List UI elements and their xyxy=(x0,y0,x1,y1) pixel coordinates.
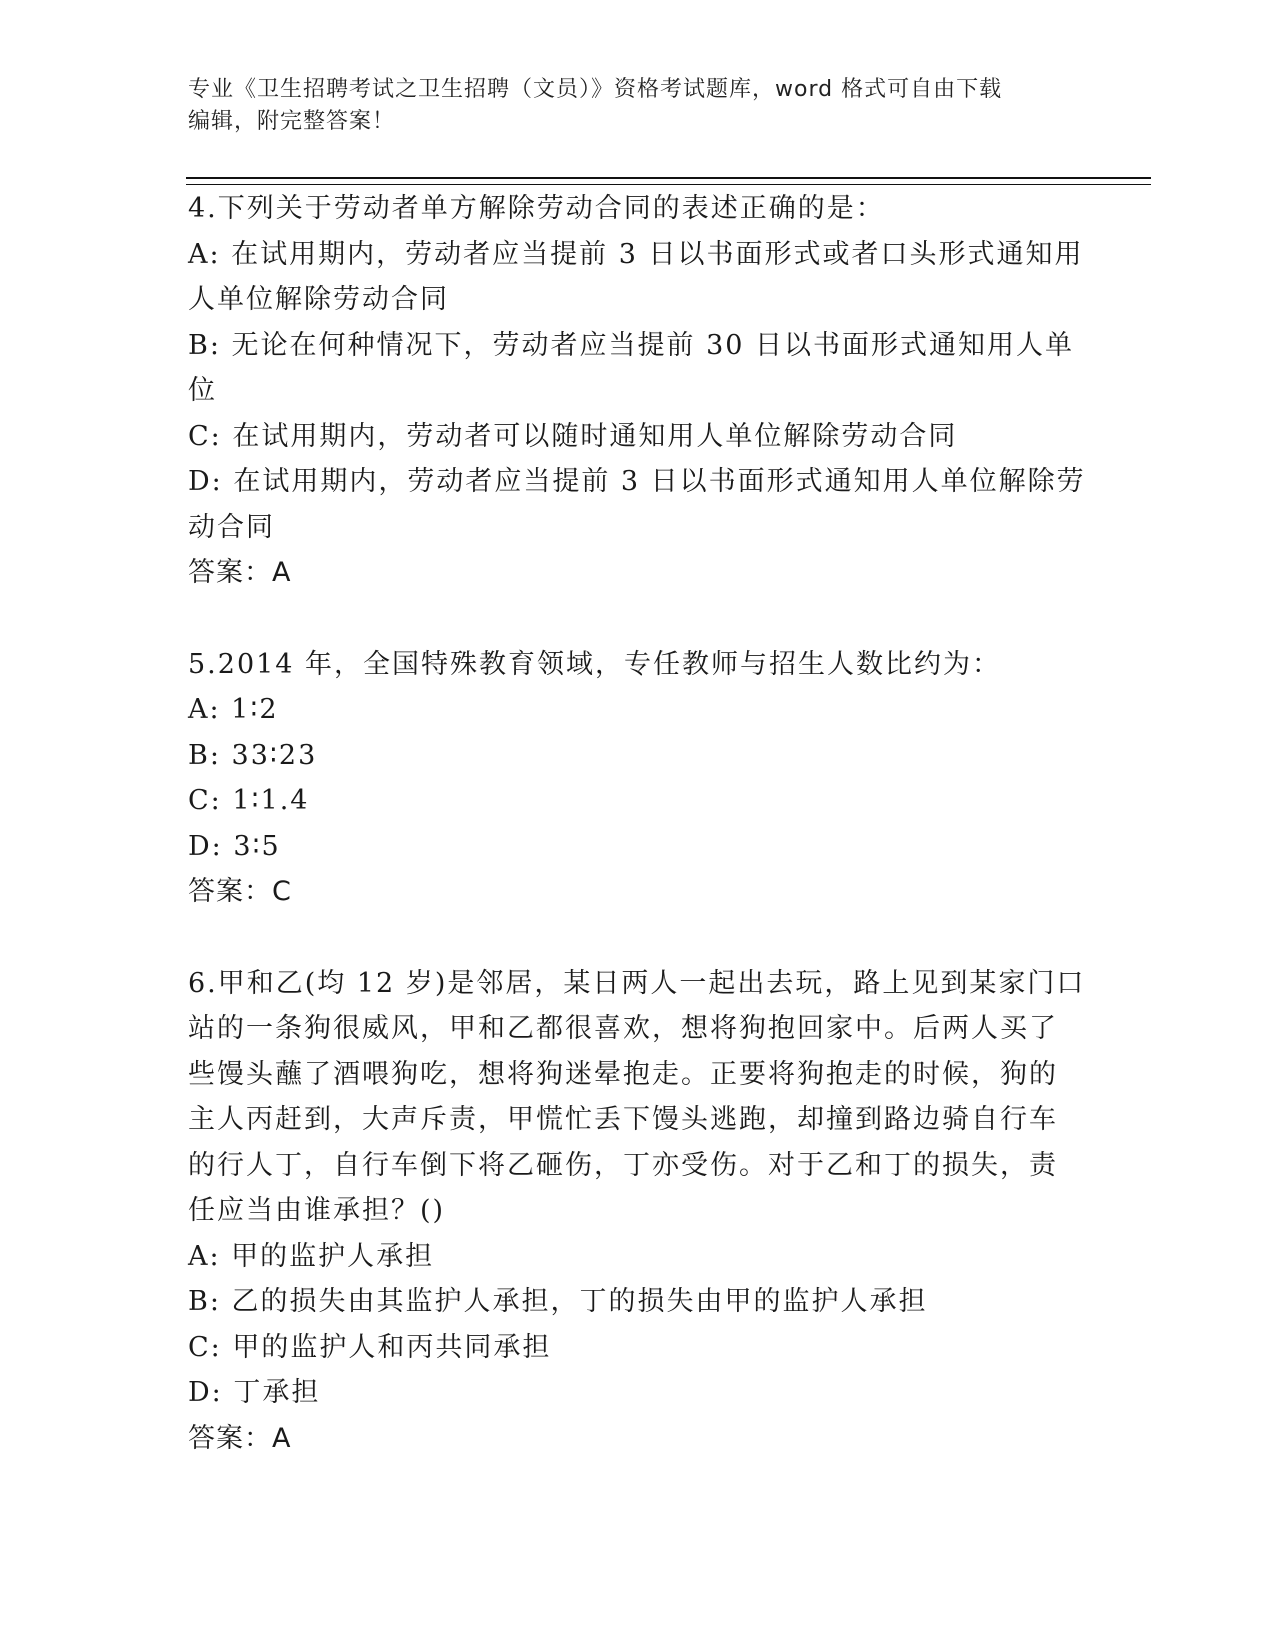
option-b: B: 无论在何种情况下，劳动者应当提前 30 日以书面形式通知用人单 xyxy=(188,329,1075,361)
option-c: C: 在试用期内，劳动者可以随时通知用人单位解除劳动合同 xyxy=(188,420,958,452)
header-divider-thin xyxy=(186,184,1151,185)
answer: 答案：A xyxy=(188,1422,292,1454)
answer: 答案：A xyxy=(188,557,292,588)
question-stem-line: 主人丙赶到，大声斥责，甲慌忙丢下馒头逃跑，却撞到路边骑自行车 xyxy=(188,1104,1058,1135)
option-a-cont: 人单位解除劳动合同 xyxy=(188,284,449,315)
option-a: A: 1∶2 xyxy=(188,694,279,725)
answer: 答案：C xyxy=(188,876,292,907)
question-5 xyxy=(188,642,1088,915)
option-d: D: 丁承担 xyxy=(188,1377,321,1408)
question-6 xyxy=(188,961,1088,1462)
question-stem-line: 5.2014 年，全国特殊教育领域，专任教师与招生人数比约为： xyxy=(188,648,1002,680)
question-stem-line: 6.甲和乙(均 12 岁)是邻居，某日两人一起出去玩，路上见到某家门口 xyxy=(188,967,1086,999)
option-a: A: 在试用期内，劳动者应当提前 3 日以书面形式或者口头形式通知用 xyxy=(188,238,1084,270)
question-4 xyxy=(188,186,1088,596)
option-a: A: 甲的监护人承担 xyxy=(188,1240,435,1272)
option-c: C: 甲的监护人和丙共同承担 xyxy=(188,1331,552,1363)
option-c: C: 1∶1.4 xyxy=(188,785,310,816)
option-b: B: 乙的损失由其监护人承担，丁的损失由甲的监护人承担 xyxy=(188,1286,928,1317)
question-list xyxy=(188,186,1088,1461)
option-d: D: 3∶5 xyxy=(188,830,281,862)
question-spacer xyxy=(188,596,1088,642)
header-line-2: 编辑，附完整答案！ xyxy=(188,109,396,134)
header-line-1: 专业《卫生招聘考试之卫生招聘（文员）》资格考试题库，word 格式可自由下载 xyxy=(188,77,1003,102)
question-stem-line: 的行人丁，自行车倒下将乙砸伤，丁亦受伤。对于乙和丁的损失，责 xyxy=(188,1149,1058,1181)
question-stem-line: 些馒头蘸了酒喂狗吃，想将狗迷晕抱走。正要将狗抱走的时候，狗的 xyxy=(188,1058,1058,1090)
option-d-cont: 动合同 xyxy=(188,511,275,543)
question-stem-line: 任应当由谁承担？() xyxy=(188,1195,446,1226)
header-divider xyxy=(186,177,1151,179)
question-stem-line: 站的一条狗很威风，甲和乙都很喜欢，想将狗抱回家中。后两人买了 xyxy=(188,1013,1058,1044)
option-b-cont: 位 xyxy=(188,375,217,406)
option-d: D: 在试用期内，劳动者应当提前 3 日以书面形式通知用人单位解除劳 xyxy=(188,466,1086,497)
option-b: B: 33∶23 xyxy=(188,739,318,771)
question-spacer xyxy=(188,915,1088,961)
document-header xyxy=(188,74,1088,138)
question-stem-line: 4.下列关于劳动者单方解除劳动合同的表述正确的是： xyxy=(188,193,885,224)
